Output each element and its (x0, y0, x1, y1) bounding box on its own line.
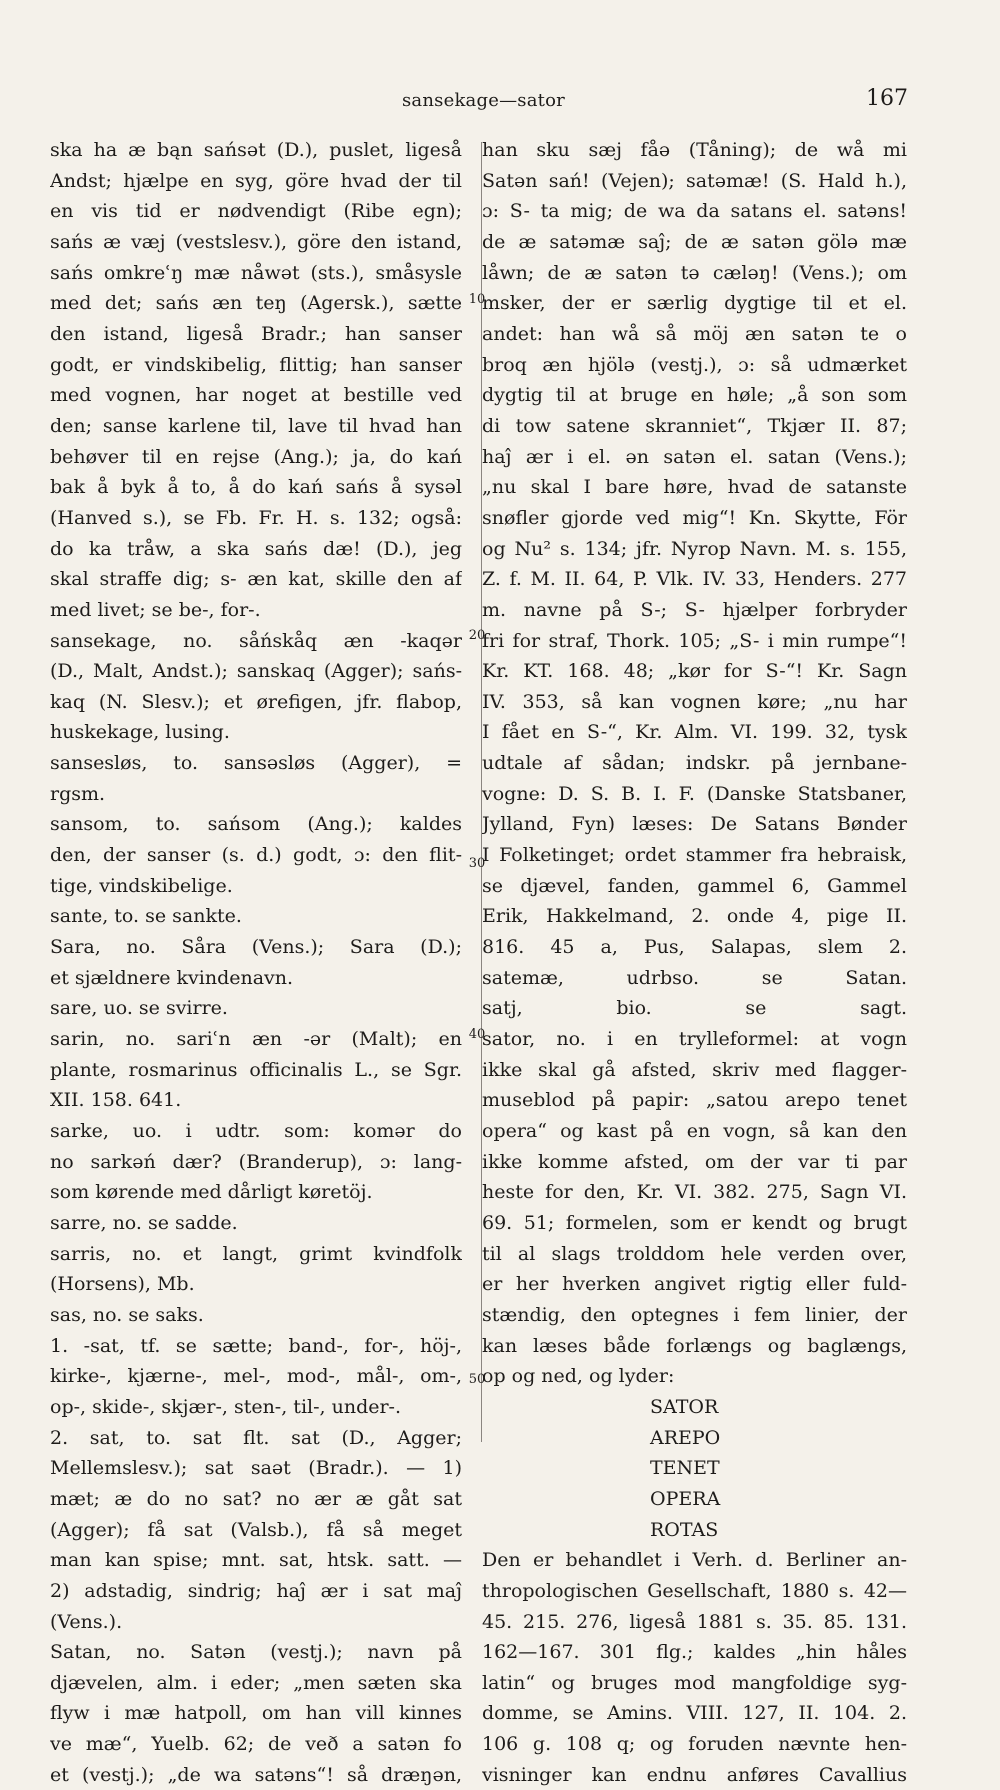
text-line: godt, er vindskibelig, flittig; han sanser (50, 353, 462, 376)
text-line: di tow satene skranniet“, Tkjær II. 87; (482, 414, 907, 437)
text-line: SATOR (650, 1395, 719, 1418)
text-line: 162—167. 301 flg.; kaldes „hin håles (482, 1641, 907, 1664)
text-line: op-, skide-, skjær-, sten-, til-, under-. (50, 1395, 402, 1418)
text-line: sańs omkreʿŋ mæ nåwət (sts.), småsysle (50, 261, 462, 284)
text-line: museblod på papir: „satou arepo tenet (482, 1089, 907, 1112)
text-line: satemæ, udrbso. se Satan. (482, 966, 907, 989)
text-line: dygtig til at bruge en høle; „å son som (482, 384, 907, 407)
text-line: IV. 353, så kan vognen køre; „nu har (482, 690, 907, 713)
line-number: 40 (468, 1027, 486, 1042)
text-line: Z. f. M. II. 64, P. Vlk. IV. 33, Henders. 277 (482, 568, 907, 591)
text-line: den, der sanser (s. d.) godt, ɔ: den flit- (50, 844, 462, 867)
line-number: 10 (468, 292, 486, 307)
text-line: broq æn hjölə (vestj.), ɔ: så udmærket (482, 353, 907, 376)
text-line: TENET (650, 1457, 720, 1480)
text-line: vogne: D. S. B. I. F. (Danske Statsbaner, (482, 782, 907, 805)
left-column (50, 135, 462, 1790)
text-line: sansesløs, to. sansəsløs (Agger), = (50, 752, 462, 775)
text-line: I Folketinget; ordet stammer fra hebraisk, (482, 844, 907, 867)
text-line: OPERA (650, 1487, 721, 1510)
page-number: 167 (866, 86, 908, 111)
text-line: sarin, no. sariʿn æn -ər (Malt); en (50, 1028, 462, 1051)
text-line: heste for den, Kr. VI. 382. 275, Sagn VI. (482, 1181, 907, 1204)
text-line: andet: han wå så möj æn satən te o (482, 322, 907, 345)
text-line: et (vestj.); „de wa satəns“! så dræŋən, (50, 1763, 462, 1786)
text-line: sas, no. se saks. (50, 1303, 204, 1326)
text-line: en vis tid er nødvendigt (Ribe egn); (50, 200, 462, 223)
text-line: se djævel, fanden, gammel 6, Gammel (482, 874, 907, 897)
text-line: latin“ og bruges mod mangfoldige syg- (482, 1671, 907, 1694)
text-line: den istand, ligeså Bradr.; han sanser (50, 322, 462, 345)
text-line: låwn; de æ satən tə cæləŋ! (Vens.); om (482, 261, 907, 284)
text-line: med vognen, har noget at bestille ved (50, 384, 462, 407)
text-line: haĵ ær i el. ən satən el. satan (Vens.); (482, 445, 907, 468)
text-line: satj, bio. se sagt. (482, 997, 907, 1020)
text-line: (D., Malt, Andst.); sanskaq (Agger); sańs- (50, 660, 462, 683)
text-line: rgsm. (50, 782, 106, 805)
line-number: 50 (468, 1372, 486, 1387)
text-line: Andst; hjælpe en syg, göre hvad der til (50, 169, 462, 192)
text-line: sansekage, no. såńskåq æn -kaqər (50, 629, 462, 652)
text-line: „nu skal I bare høre, hvad de satanste (482, 476, 907, 499)
text-line: 45. 215. 276, ligeså 1881 s. 35. 85. 131. (482, 1610, 907, 1633)
text-line: 1. -sat, tf. se sætte; band-, for-, höj-, (50, 1334, 462, 1357)
text-line: stændig, den optegnes i fem linier, der (482, 1303, 907, 1326)
text-line: sarke, uo. i udtr. som: komər do (50, 1120, 462, 1142)
text-line: ikke komme afsted, om der var ti par (482, 1150, 907, 1173)
text-line: thropologischen Gesellschaft, 1880 s. 42— (482, 1579, 907, 1602)
text-line: er her hverken angivet rigtig eller fuld- (482, 1273, 907, 1296)
text-line: (Agger); få sat (Valsb.), få så meget (50, 1518, 462, 1541)
text-line: ɔ: S- ta mig; de wa da satans el. satəns! (482, 200, 907, 223)
text-line: kaq (N. Slesv.); et ørefigen, jfr. flabop, (50, 690, 462, 713)
text-line: sarris, no. et langt, grimt kvindfolk (50, 1242, 462, 1265)
text-line: til al slags trolddom hele verden over, (482, 1242, 907, 1265)
text-line: sare, uo. se svirre. (50, 997, 228, 1020)
text-line: behøver til en rejse (Ang.); ja, do kań (50, 445, 462, 468)
text-line: ska ha æ bąn sańsət (D.), puslet, ligeså (50, 139, 462, 161)
text-line: op og ned, og lyder: (482, 1365, 675, 1388)
text-line: mæt; æ do no sat? no ær æ gåt sat (50, 1487, 462, 1510)
text-line: ikke skal gå afsted, skriv med flagger- (482, 1058, 907, 1081)
text-line: fri for straf, Thork. 105; „S- i min rumpe“! (482, 629, 907, 652)
text-line: domme, se Amins. VIII. 127, II. 104. 2. (482, 1702, 907, 1725)
text-line: 106 g. 108 q; og foruden nævnte hen- (482, 1733, 907, 1756)
text-line: huskekage, lusing. (50, 721, 230, 744)
text-line: de æ satəmæ saĵ; de æ satən gölə mæ (482, 230, 907, 253)
text-line: man kan spise; mnt. sat, htsk. satt. — (50, 1549, 462, 1572)
text-line: Sara, no. Såra (Vens.); Sara (D.); (50, 936, 462, 959)
text-line: et sjældnere kvindenavn. (50, 966, 294, 989)
text-line: og Nu² s. 134; jfr. Nyrop Navn. M. s. 155, (482, 537, 907, 560)
text-line: Den er behandlet i Verh. d. Berliner an- (482, 1549, 907, 1572)
text-line: visninger kan endnu anføres Cavallius (482, 1763, 907, 1786)
text-line: udtale af sådan; indskr. på jernbane- (482, 752, 907, 775)
text-line: Satan, no. Satən (vestj.); navn på (50, 1641, 462, 1664)
text-line: sarre, no. se sadde. (50, 1211, 238, 1234)
text-line: djævelen, alm. i eder; „men sæten ska (50, 1671, 462, 1694)
text-line: sansom, to. sańsom (Ang.); kaldes (50, 813, 462, 836)
text-line: snøfler gjorde ved mig“! Kn. Skytte, För (482, 506, 907, 529)
text-line: sańs æ væj (vestslesv.), göre den istand, (50, 230, 462, 253)
text-line: med det; sańs æn teŋ (Agersk.), sætte (50, 292, 462, 315)
right-column (482, 135, 907, 1790)
text-line: flyw i mæ hatpoll, om han vill kinnes (50, 1702, 462, 1725)
text-line: den; sanse karlene til, lave til hvad han (50, 414, 462, 437)
text-line: do ka tråw, a ska sańs dæ! (D.), jeg (50, 537, 462, 560)
text-line: msker, der er særlig dygtige til et el. (482, 292, 907, 315)
text-line: Mellemslesv.); sat saət (Bradr.). — 1) (50, 1457, 462, 1480)
text-line: sante, to. se sankte. (50, 905, 242, 928)
text-line: med livet; se be-, for-. (50, 598, 261, 621)
text-line: opera“ og kast på en vogn, så kan den (482, 1120, 907, 1142)
running-title: sansekage—sator (402, 90, 565, 111)
text-line: AREPO (650, 1426, 721, 1449)
text-line: kirke-, kjærne-, mel-, mod-, mål-, om-, (50, 1365, 462, 1388)
page-header (0, 82, 1000, 122)
line-number: 30 (468, 856, 486, 871)
text-line: som kørende med dårligt køretöj. (50, 1181, 373, 1204)
text-line: I fået en S-“, Kr. Alm. VI. 199. 32, tysk (482, 721, 907, 744)
text-line: Satən sań! (Vejen); satəmæ! (S. Hald h.), (482, 169, 907, 192)
text-line: m. navne på S-; S- hjælper forbryder (482, 598, 907, 621)
text-line: ve mæ“, Yuelb. 62; de veð a satən fo (50, 1733, 462, 1756)
text-line: plante, rosmarinus officinalis L., se Sgr. (50, 1058, 462, 1081)
text-line: (Horsens), Mb. (50, 1273, 195, 1296)
text-line: XII. 158. 641. (50, 1089, 182, 1112)
text-line: (Hanved s.), se Fb. Fr. H. s. 132; også: (50, 506, 462, 529)
text-line: ROTAS (650, 1518, 719, 1541)
text-line: Erik, Hakkelmand, 2. onde 4, pige II. (482, 905, 907, 928)
text-line: Jylland, Fyn) læses: De Satans Bønder (482, 813, 907, 836)
text-line: tige, vindskibelige. (50, 874, 233, 897)
text-line: skal straffe dig; s- æn kat, skille den af (50, 568, 462, 591)
text-line: sator, no. i en trylleformel: at vogn (482, 1028, 907, 1051)
text-line: no sarkəń dær? (Branderup), ɔ: lang- (50, 1150, 462, 1173)
line-number: 20 (468, 628, 486, 643)
text-line: 816. 45 a, Pus, Salapas, slem 2. (482, 936, 907, 959)
text-line: bak å byk å to, å do kań sańs å sysəl (50, 476, 462, 499)
text-line: 69. 51; formelen, som er kendt og brugt (482, 1211, 907, 1234)
text-line: 2) adstadig, sindrig; haĵ ær i sat maĵ (50, 1579, 462, 1602)
text-line: Kr. KT. 168. 48; „kør for S-“! Kr. Sagn (482, 660, 907, 683)
text-line: (Vens.). (50, 1610, 123, 1633)
text-line: han sku sæj fåə (Tåning); de wå mi (482, 139, 907, 161)
text-line: kan læses både forlængs og baglængs, (482, 1334, 907, 1357)
text-line: 2. sat, to. sat flt. sat (D., Agger; (50, 1426, 462, 1449)
